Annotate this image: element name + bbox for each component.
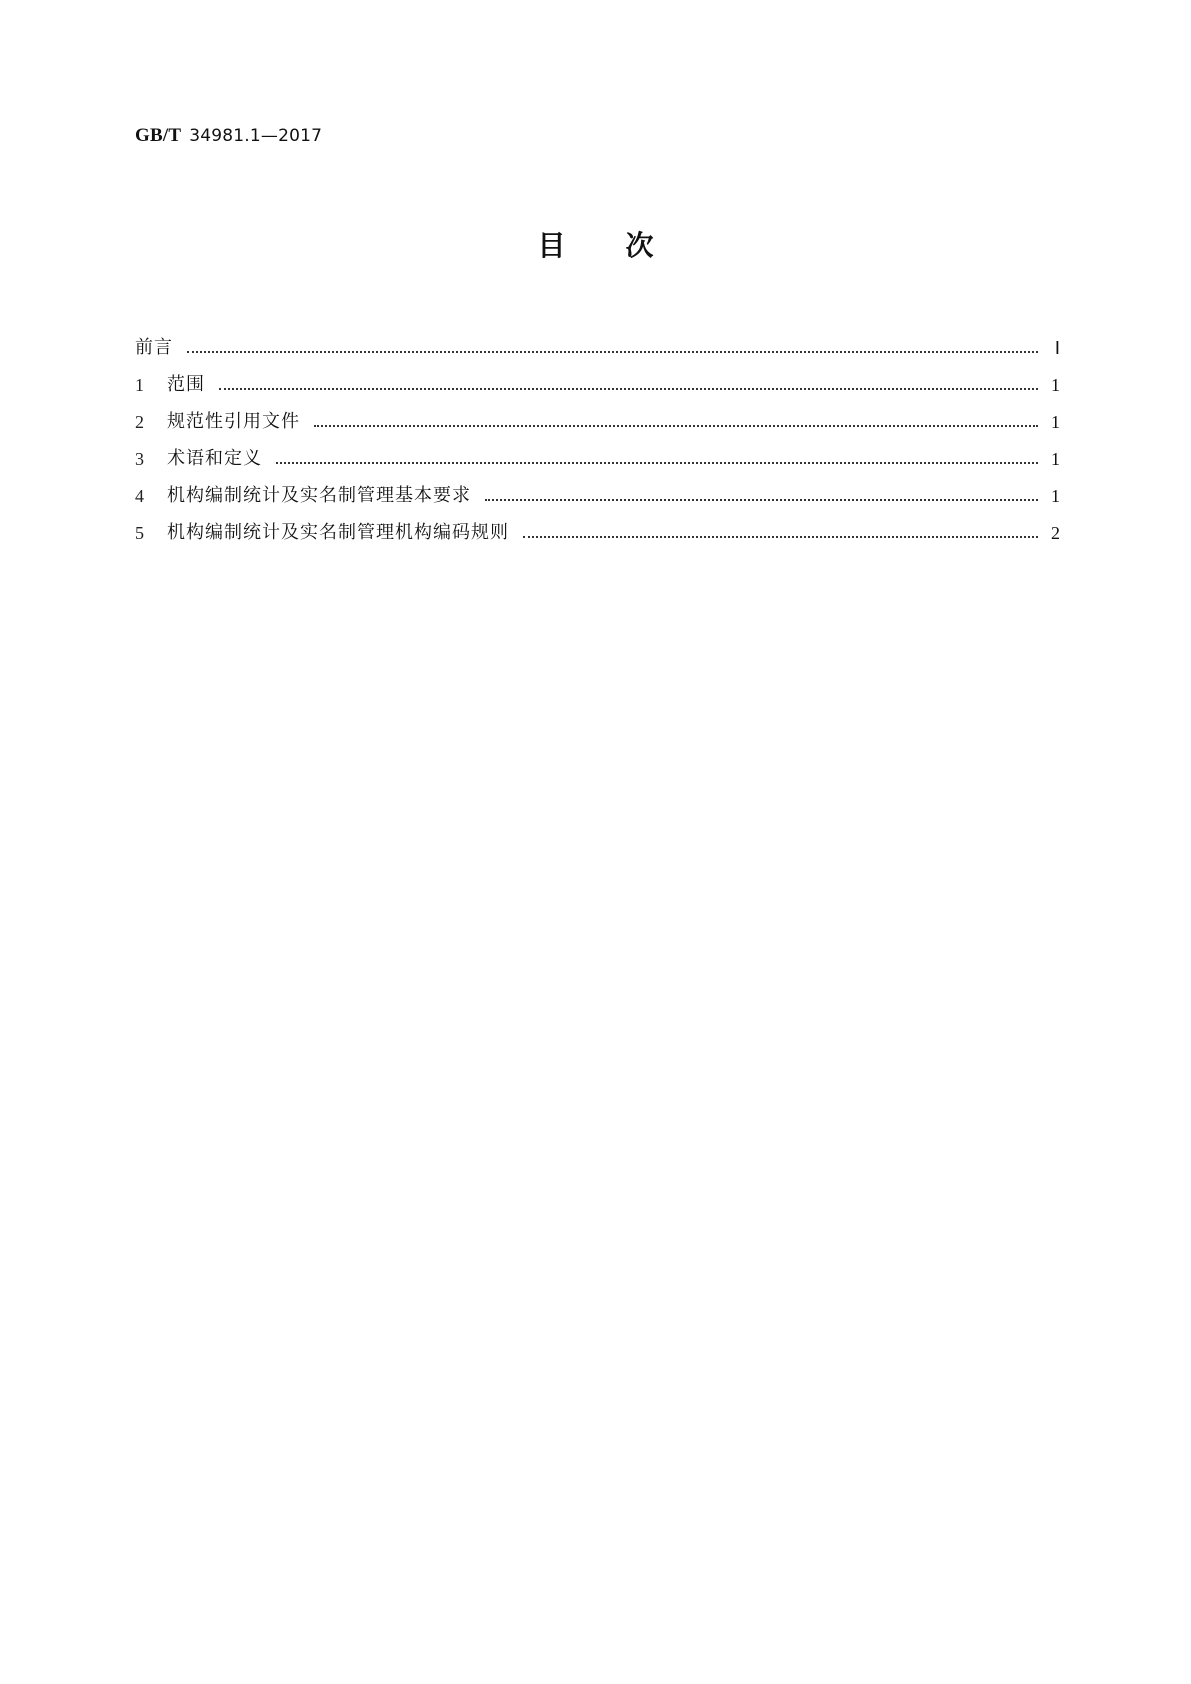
toc-leader [523,536,1038,538]
toc-entry-page: Ⅰ [1054,338,1060,358]
toc-entry-1[interactable] [135,359,1060,396]
toc-leader [187,351,1038,353]
standard-prefix: GB/T [135,125,182,146]
toc-entry-number: 5 [135,523,144,543]
table-of-contents [135,322,1060,544]
toc-leader [485,499,1038,501]
toc-entry-page: 1 [1051,486,1060,506]
toc-entry-title: 范围 [167,374,205,395]
toc-entry-foreword[interactable] [135,322,1060,359]
toc-entry-page: 1 [1051,375,1060,395]
toc-leader [314,425,1038,427]
toc-entry-title: 机构编制统计及实名制管理基本要求 [167,485,471,506]
toc-leader [219,388,1038,390]
toc-leader [276,462,1038,464]
toc-entry-number: 4 [135,486,144,506]
toc-entry-title: 前言 [135,337,173,358]
toc-entry-3[interactable] [135,433,1060,470]
toc-entry-page: 2 [1051,523,1060,543]
toc-entry-5[interactable] [135,507,1060,544]
toc-entry-number: 2 [135,412,144,432]
toc-entry-page: 1 [1051,449,1060,469]
toc-entry-4[interactable] [135,470,1060,507]
toc-entry-number: 3 [135,449,144,469]
standard-code [135,124,322,147]
toc-entry-2[interactable] [135,396,1060,433]
toc-entry-title: 规范性引用文件 [167,411,300,432]
standard-number: 34981.1—2017 [189,126,323,146]
toc-entry-page: 1 [1051,412,1060,432]
toc-entry-number: 1 [135,375,144,395]
page-title: 目次 [537,229,714,262]
toc-entry-title: 机构编制统计及实名制管理机构编码规则 [167,522,509,543]
toc-entry-title: 术语和定义 [167,448,262,469]
